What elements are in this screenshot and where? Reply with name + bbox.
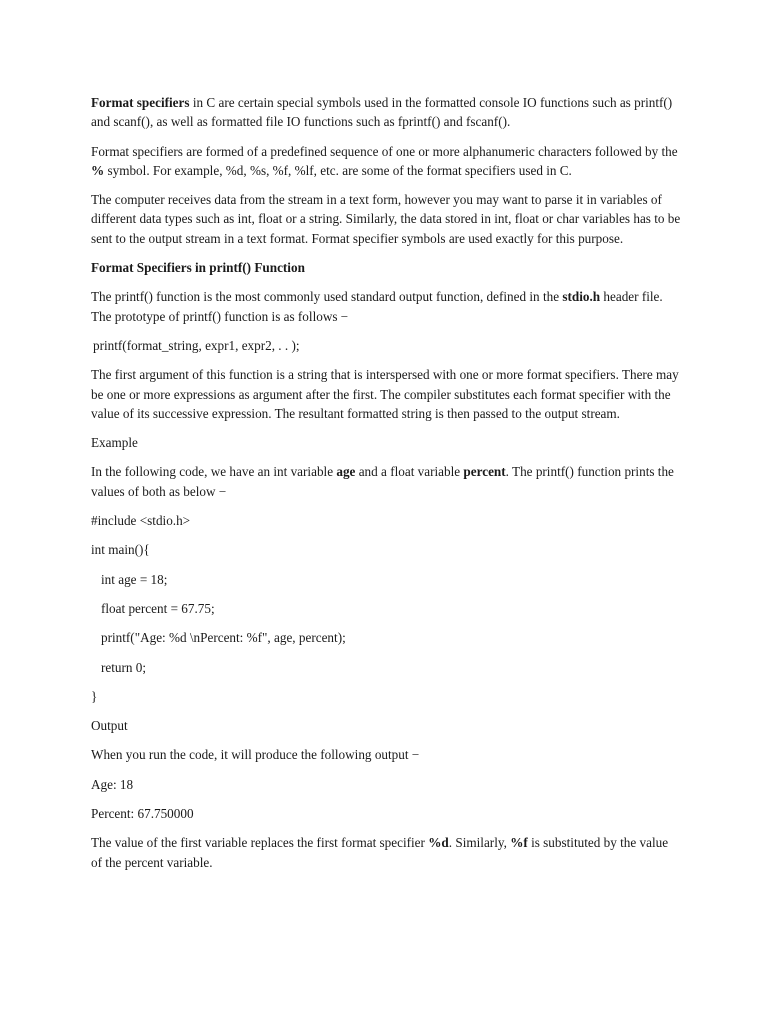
percent-symbol: % — [91, 162, 105, 178]
code-line-return: return 0; — [101, 659, 147, 675]
code-line-main: int main(){ — [91, 542, 150, 558]
printf-prototype: printf(format_string, expr1, expr2, . . ); — [93, 337, 300, 353]
code-line-printf: printf("Age: %d \nPercent: %f", age, percent); — [101, 630, 346, 646]
code-line-percent: float percent = 67.75; — [101, 600, 215, 616]
example-label: Example — [91, 435, 138, 451]
example-paragraph: In the following code, we have an int variable age and a float variable percent. The printf() function prints the values of both as below − — [91, 464, 674, 499]
age-term: age — [336, 464, 356, 480]
term-format-specifiers: Format specifiers — [91, 95, 190, 110]
document-page — [91, 93, 681, 882]
code-line-close-brace: } — [91, 688, 98, 704]
percent-term: percent — [463, 464, 506, 480]
code-line-age: int age = 18; — [101, 571, 168, 587]
output-line-age: Age: 18 — [91, 776, 134, 792]
percent-d-term: %d — [428, 835, 449, 851]
stream-paragraph: The computer receives data from the stream in a text form, however you may want to parse it in variables of different data types such as int, float or a string. Similarly, the data stored in int, float or char variables has to be sent to the output stream in a text format. Format specifier symbols are used exactly for this purpose. — [91, 192, 681, 246]
output-intro-paragraph: When you run the code, it will produce the following output − — [91, 747, 420, 763]
definition-paragraph: Format specifiers are formed of a predefined sequence of one or more alphanumeric characters followed by the % symbol. For example, %d, %s, %f, %lf, etc. are some of the format specifiers used in C. — [91, 143, 678, 178]
printf-paragraph: The printf() function is the most commonly used standard output function, defined in the stdio.h header file. The prototype of printf() function is as follows − — [91, 289, 663, 324]
output-line-percent: Percent: 67.750000 — [91, 806, 194, 822]
code-line-include: #include <stdio.h> — [91, 513, 191, 529]
percent-f-term: %f — [510, 835, 528, 851]
arguments-paragraph: The first argument of this function is a string that is interspersed with one or more format specifiers. There may be one or more expressions as argument after the first. The compiler substitutes each format specifier with the value of its successive expression. The resultant formatted string is then passed to the output stream. — [91, 367, 679, 421]
section-heading: Format Specifiers in printf() Function — [91, 260, 305, 276]
output-label: Output — [91, 718, 128, 734]
intro-paragraph: Format specifiers in C are certain special symbols used in the formatted console IO functions such as printf() and scanf(), as well as formatted file IO functions such as fprintf() and fscanf(). — [91, 95, 673, 130]
substitution-paragraph: The value of the first variable replaces the first format specifier %d. Similarly, %f is substituted by the value of the percent variable. — [91, 835, 669, 870]
stdio-header-term: stdio.h — [562, 289, 601, 305]
